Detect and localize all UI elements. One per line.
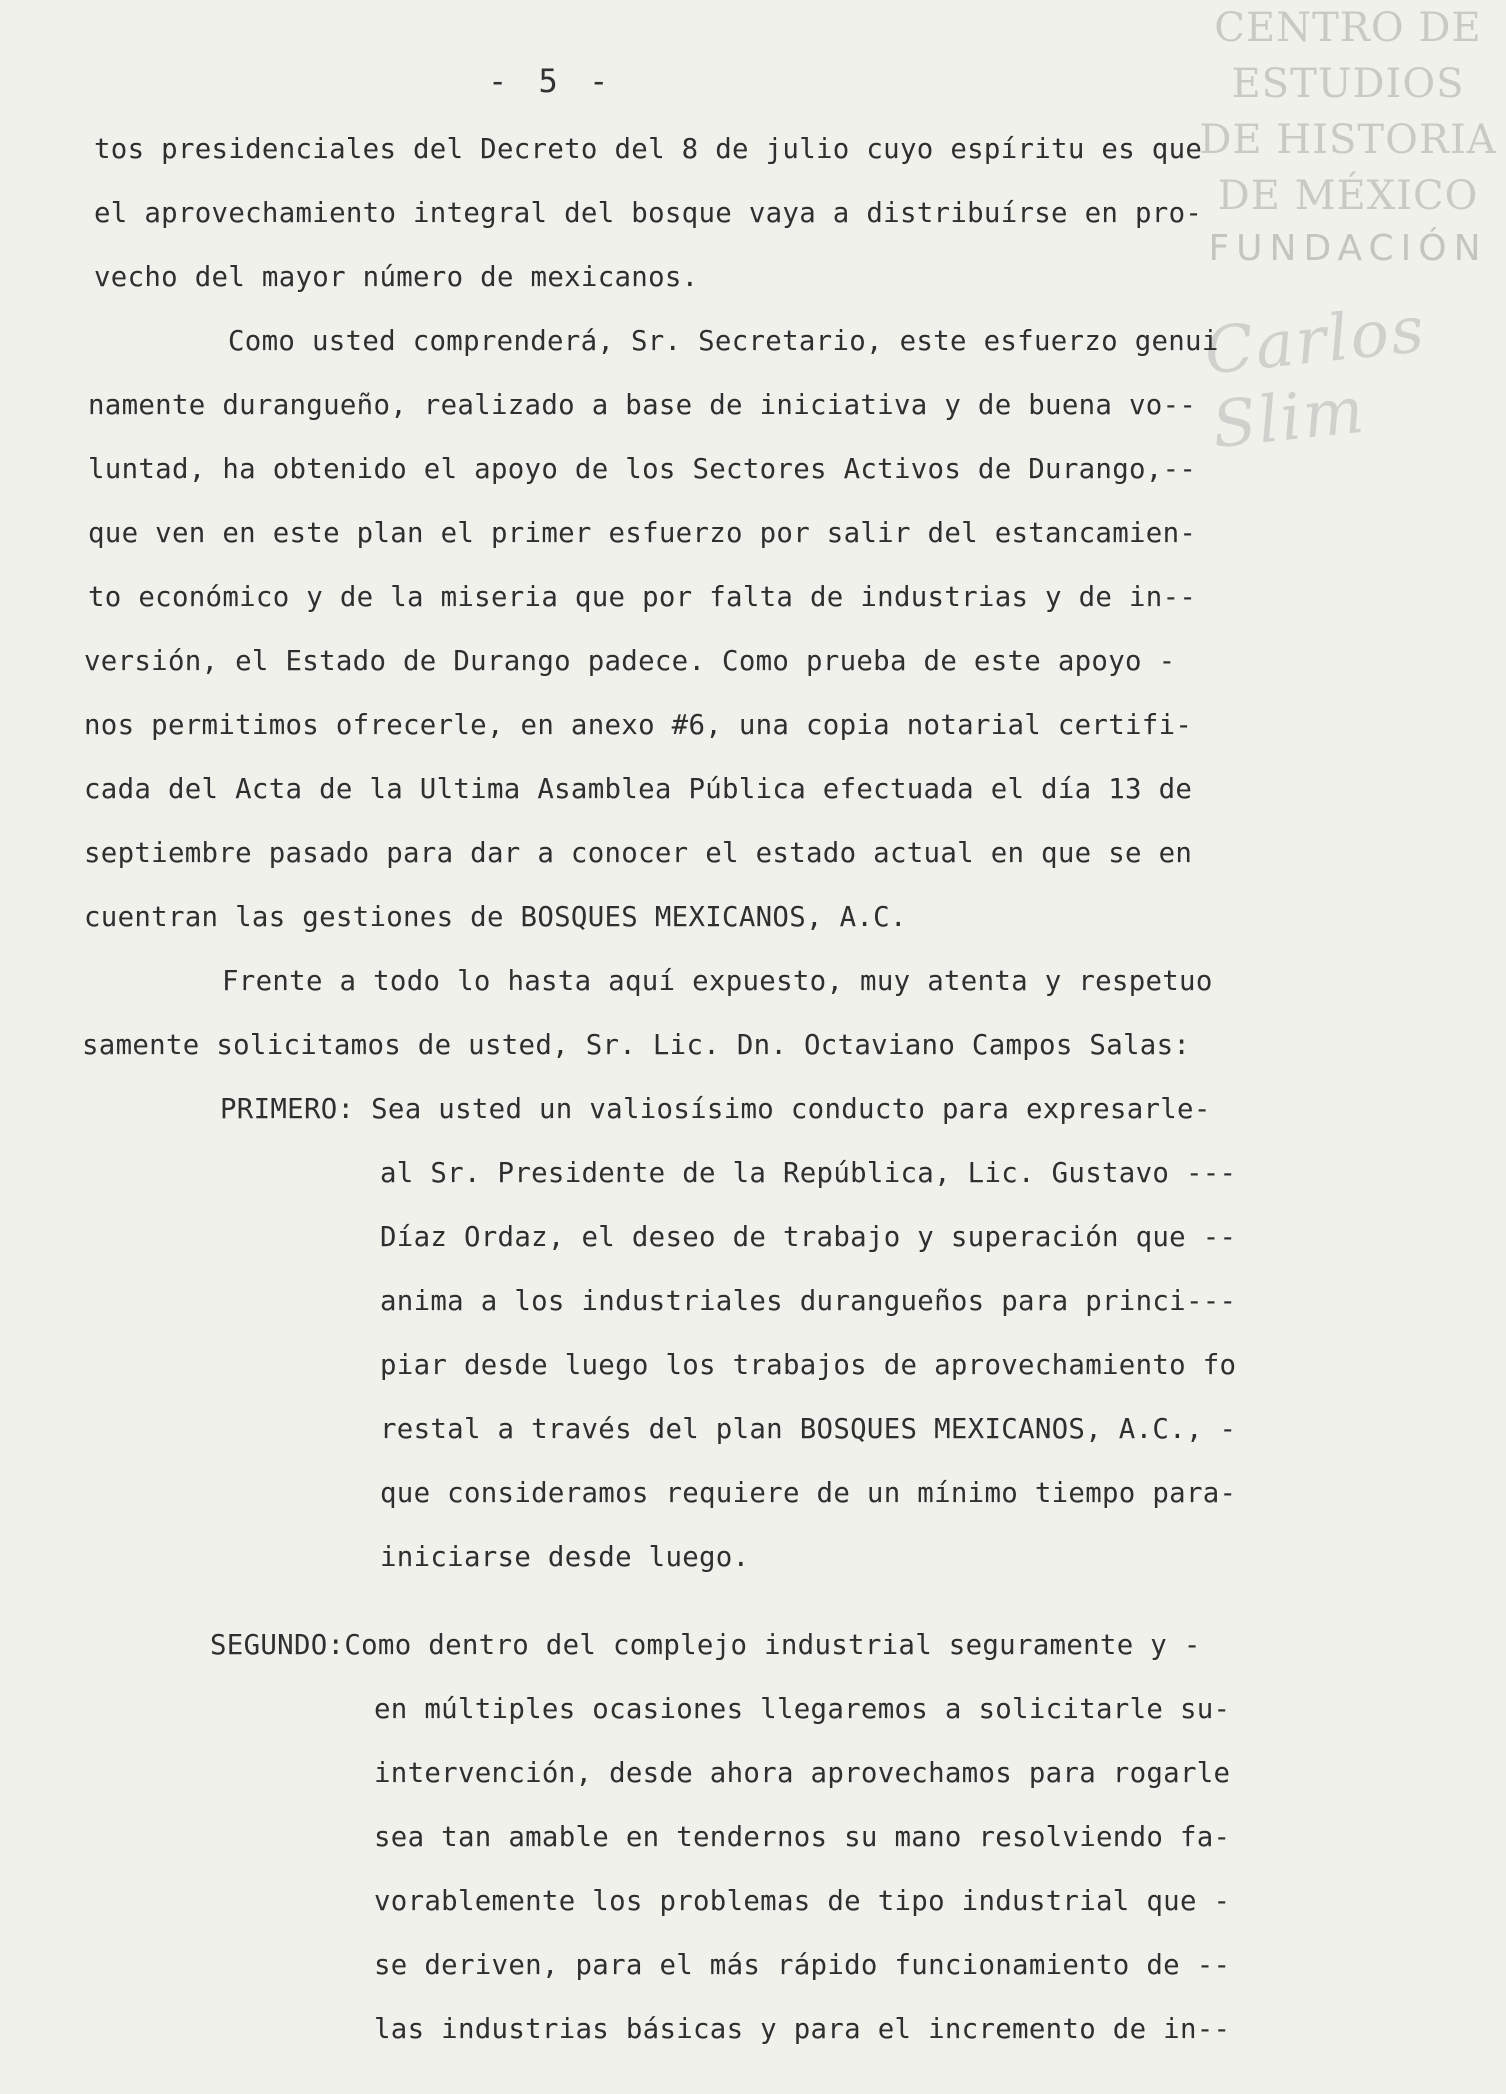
text-line: anima a los industriales duranguеños para princi--- <box>380 1286 1237 1317</box>
text-line: vecho del mayor número de mexicanos. <box>94 262 699 293</box>
page-number: - 5 - <box>488 62 615 100</box>
text-line: versión, el Estado de Durango padece. Como prueba de este apoyo - <box>84 646 1176 677</box>
watermark-line: CENTRO DE <box>1214 5 1482 51</box>
text-line: en múltiples ocasiones llegaremos a solicitarle su- <box>374 1694 1231 1725</box>
text-line: las industrias básicas y para el incremento de in-- <box>374 2014 1231 2045</box>
text-line: to económico y de la miseria que por falta de industrias y de in-- <box>88 582 1197 613</box>
text-line: cuentran las gestiones de BOSQUES MEXICANOS, A.C. <box>84 902 907 933</box>
text-line: nos permitimos ofrecerle, en anexo #6, una copia notarial certifi- <box>84 710 1193 741</box>
watermark-signature: Carlos Slim <box>1201 292 1430 464</box>
watermark-line: DE MÉXICO <box>1217 173 1479 219</box>
text-line: el aprovechamiento integral del bosque vaya a distribuírse en pro- <box>94 198 1203 229</box>
text-line: Díaz Ordaz, el deseo de trabajo y superación que -- <box>380 1222 1237 1253</box>
text-line: tos presidenciales del Decreto del 8 de julio cuyo espíritu es que <box>94 134 1203 165</box>
text-line: PRIMERO: Sea usted un valiosísimo conducto para expresarle- <box>220 1094 1211 1125</box>
text-line: que consideramos requiere de un mínimo tiempo para- <box>380 1478 1237 1509</box>
text-line: septiembre pasado para dar a conocer el estado actual en que se en <box>84 838 1193 869</box>
watermark-line: DE HISTORIA <box>1199 117 1497 163</box>
text-line: SEGUNDO:Como dentro del complejo industrial seguramente y - <box>210 1630 1201 1661</box>
text-line: sea tan amable en tendernos su mano resolviendo fa- <box>374 1822 1231 1853</box>
text-line: que ven en este plan el primer esfuerzo por salir del estancamien- <box>88 518 1197 549</box>
text-line: luntad, ha obtenido el apoyo de los Sectores Activos de Durango,-- <box>88 454 1197 485</box>
text-line: al Sr. Presidente de la República, Lic. Gustavo --- <box>380 1158 1237 1189</box>
text-line: namente duranguеño, realizado a base de iniciativa y de buena vo-- <box>88 390 1197 421</box>
text-line: Como usted comprenderá, Sr. Secretario, este esfuerzo genui <box>228 326 1219 357</box>
text-line: iniciarse desde luego. <box>380 1542 750 1573</box>
text-line: samente solicitamos de usted, Sr. Lic. Dn. Octaviano Campos Salas: <box>82 1030 1191 1061</box>
text-line: se deriven, para el más rápido funcionamiento de -- <box>374 1950 1231 1981</box>
text-line: intervención, desde ahora aprovechamos para rogarle <box>374 1758 1231 1789</box>
text-line: vorablemente los problemas de tipo industrial que - <box>374 1886 1231 1917</box>
watermark-line: ESTUDIOS <box>1231 61 1465 107</box>
watermark-foundation: FUNDACIÓN <box>1208 228 1488 269</box>
text-line: piar desde luego los trabajos de aprovechamiento fo <box>380 1350 1237 1381</box>
text-line: cada del Acta de la Ultima Asamblea Pública efectuada el día 13 de <box>84 774 1193 805</box>
text-line: Frente a todo lo hasta aquí expuesto, muy atenta y respetuo <box>222 966 1213 997</box>
text-line: restal a través del plan BOSQUES MEXICANOS, A.C., - <box>380 1414 1237 1445</box>
